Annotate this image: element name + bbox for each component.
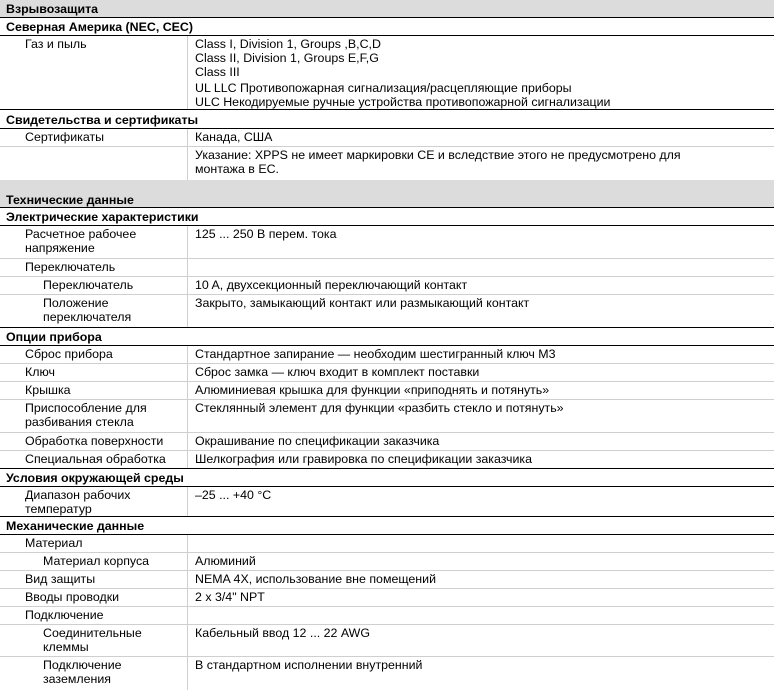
subsection-title: Опции прибора — [6, 330, 102, 344]
table-row-surface — [0, 433, 774, 451]
table-row-connection — [0, 607, 774, 625]
row-label: Крышка — [25, 383, 71, 397]
value-line: монтажа в EC. — [195, 162, 279, 176]
table-row-ce-note — [0, 147, 774, 180]
subsection-title: Свидетельства и сертификаты — [6, 113, 199, 127]
table-row-voltage — [0, 226, 774, 259]
table-row-temp — [0, 487, 774, 517]
section-title: Технические данные — [6, 193, 134, 207]
row-label — [43, 658, 185, 686]
table-row-reset — [0, 346, 774, 364]
table-row-housing — [0, 553, 774, 571]
label-line: разбивания стекла — [25, 415, 134, 429]
table-row-terminals — [0, 625, 774, 657]
label-line: Диапазон рабочих — [25, 488, 131, 502]
table-row-special — [0, 451, 774, 469]
subsection-title: Электрические характеристики — [6, 210, 199, 224]
row-value: Канада, США — [195, 130, 273, 144]
row-value: –25 ... +40 °C — [195, 488, 272, 502]
subsection-mechanical — [0, 517, 774, 535]
subsection-electrical — [0, 208, 774, 226]
row-label: Обработка поверхности — [25, 434, 164, 448]
row-value: Стандартное запирание — необходим шестигранный ключ M3 — [195, 347, 556, 361]
subsection-title: Условия окружающей среды — [6, 471, 184, 485]
table-row-switch — [0, 277, 774, 295]
row-label: Подключение — [25, 608, 104, 622]
row-label: Специальная обработка — [25, 452, 166, 466]
table-row-material — [0, 535, 774, 553]
row-label — [25, 401, 185, 429]
row-value: Кабельный ввод 12 ... 22 AWG — [195, 626, 371, 640]
table-row-protection — [0, 571, 774, 589]
value-line: UL LLC Противопожарная сигнализация/расцепляющие приборы — [195, 81, 572, 95]
label-line: Соединительные — [43, 626, 142, 640]
label-line: Расчетное рабочее — [25, 227, 137, 241]
table-row-gas-dust — [0, 36, 774, 80]
row-label — [43, 296, 185, 324]
table-row-cover — [0, 382, 774, 400]
row-label: Газ и пыль — [25, 37, 87, 51]
row-label: Ключ — [25, 365, 55, 379]
label-line: температур — [25, 502, 92, 516]
row-value: Алюминиевая крышка для функции «приподнять и потянуть» — [195, 383, 550, 397]
subsection-options — [0, 328, 774, 346]
section-header-tech — [0, 180, 774, 208]
row-label — [25, 227, 185, 255]
row-value: 125 ... 250 В перем. тока — [195, 227, 337, 241]
table-row-key — [0, 364, 774, 382]
subsection-north-america — [0, 18, 774, 36]
section-header-explosion — [0, 0, 774, 18]
row-label: Сертификаты — [25, 130, 105, 144]
row-label: Материал корпуса — [43, 554, 150, 568]
row-value — [195, 81, 755, 109]
section-title: Взрывозащита — [6, 2, 99, 16]
subsection-certificates — [0, 111, 774, 129]
row-value — [195, 148, 755, 176]
row-value: NEMA 4X, использование вне помещений — [195, 572, 436, 586]
row-label: Материал — [25, 536, 83, 550]
row-label: Переключатель — [25, 260, 116, 274]
row-value — [195, 37, 755, 79]
table-row-switch-group — [0, 259, 774, 277]
row-value: Стеклянный элемент для функции «разбить стекло и потянуть» — [195, 401, 564, 415]
value-line: Class III — [195, 65, 240, 79]
value-line: Указание: XPPS не имеет маркировки CE и вследствие этого не предусмотрено для — [195, 148, 681, 162]
table-row-certs — [0, 129, 774, 147]
row-value: 2 x 3/4" NPT — [195, 590, 265, 604]
row-value: Окрашивание по спецификации заказчика — [195, 434, 440, 448]
row-label: Вводы проводки — [25, 590, 120, 604]
row-label — [25, 488, 185, 516]
value-line: Class I, Division 1, Groups ,B,C,D — [195, 37, 381, 51]
label-line: напряжение — [25, 241, 95, 255]
row-value: В стандартном исполнении внутренний — [195, 658, 423, 672]
row-label: Переключатель — [43, 278, 134, 292]
subsection-ambient — [0, 469, 774, 487]
value-line: Class II, Division 1, Groups E,F,G — [195, 51, 379, 65]
label-line: клеммы — [43, 640, 89, 654]
table-row-entries — [0, 589, 774, 607]
label-line: Положение — [43, 296, 109, 310]
row-value: Сброс замка — ключ входит в комплект поставки — [195, 365, 480, 379]
label-line: Приспособление для — [25, 401, 147, 415]
label-line: заземления — [43, 672, 111, 686]
subsection-title: Северная Америка (NEC, CEC) — [6, 20, 193, 34]
row-value: Закрыто, замыкающий контакт или размыкающий контакт — [195, 296, 530, 310]
table-row-grounding — [0, 657, 774, 690]
subsection-title: Механические данные — [6, 519, 145, 533]
row-label: Вид защиты — [25, 572, 96, 586]
table-row-ul — [0, 80, 774, 110]
row-value: Шелкография или гравировка по спецификации заказчика — [195, 452, 532, 466]
row-value: 10 A, двухсекционный переключающий контакт — [195, 278, 468, 292]
value-line: ULC Некодируемые ручные устройства противопожарной сигнализации — [195, 95, 611, 109]
row-label: Сброс прибора — [25, 347, 113, 361]
row-value: Алюминий — [195, 554, 256, 568]
row-label — [43, 626, 185, 654]
table-row-switch-position — [0, 295, 774, 328]
table-row-glass — [0, 400, 774, 433]
label-line: Подключение — [43, 658, 122, 672]
label-line: переключателя — [43, 310, 132, 324]
